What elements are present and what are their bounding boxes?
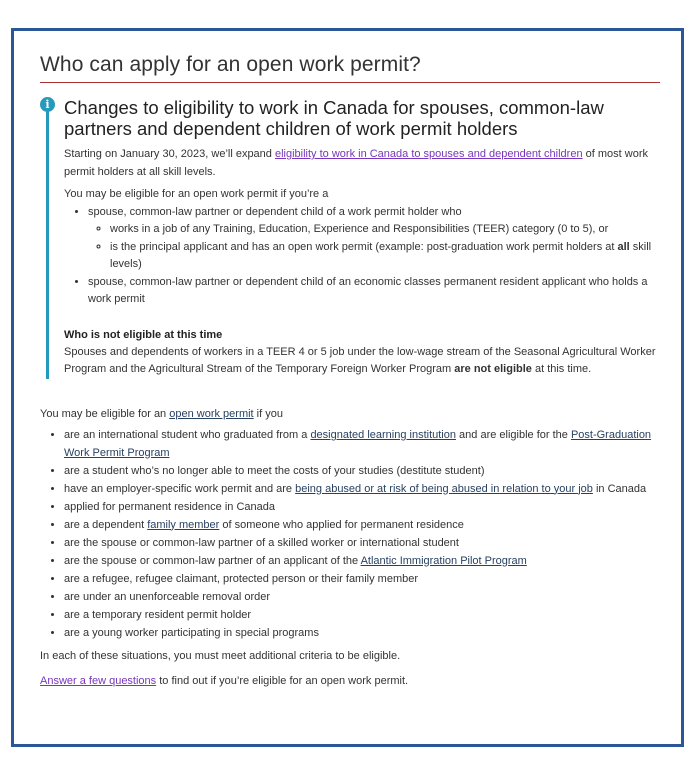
answer-questions-text: Answer a few questions to find out if you’re eligible for an open work permit. — [40, 674, 409, 687]
atlantic-pilot-link[interactable]: Atlantic Immigration Pilot Program — [360, 554, 527, 567]
list-item: • are a dependent family member of someone who applied for permanent residence — [64, 517, 660, 535]
list-item: • are a refugee, refugee claimant, protected person or their family member — [64, 571, 660, 589]
list-item: • applied for permanent residence in Canada — [64, 499, 660, 517]
info-alert — [40, 97, 660, 379]
main-content — [40, 53, 660, 690]
criteria-text: In each of these situations, you must meet additional criteria to be eligible. — [40, 650, 401, 662]
eligibility-spouses-link[interactable]: eligibility to work in Canada to spouses and dependent children — [274, 148, 583, 160]
eligibility-list — [40, 427, 660, 642]
alert-title: Changes to eligibility to work in Canada for spouses, common-law partners and dependent children of work permit holders — [64, 97, 604, 139]
alert-intro: Starting on January 30, 2023, we’ll expand eligibility to work in Canada to spouses and dependent children of most work permit holders at all skill levels. — [64, 148, 648, 178]
list-item: • are an international student who graduated from a designated learning institution and are eligible for the Post-Graduation Work Permit Program — [64, 427, 660, 462]
main-intro: You may be eligible for an open work permit if you — [40, 407, 283, 420]
alert-accent-bar — [46, 111, 49, 379]
not-eligible-text: Spouses and dependents of workers in a TEER 4 or 5 job under the low-wage stream of the Seasonal Agricultural Worker Program and the Agricultural Stream of the Temporary Foreign Worker Program are not eligible at this time. — [64, 345, 656, 375]
designated-learning-institution-link[interactable]: designated learning institution — [310, 429, 456, 441]
family-member-link[interactable]: family member — [147, 518, 220, 531]
abuse-risk-link[interactable]: being abused or at risk of being abused in relation to your job — [295, 482, 593, 495]
alert-list — [64, 204, 660, 309]
list-item: ◦ is the principal applicant and has an open work permit (example: post-graduation work permit holders at all skill levels) — [110, 239, 660, 274]
list-item: • spouse, common-law partner or dependent child of a work permit holder who ◦ works in a job of any Training, Education, Experience and Responsibilities (TEER) category (0 to 5), or ◦ is the principal applicant and has an open work permit (example: post-graduation work permit holders at all skill levels) — [88, 204, 660, 274]
list-item: ◦ works in a job of any Training, Education, Experience and Responsibilities (TEER) category (0 to 5), or — [110, 221, 660, 239]
pgwp-link[interactable]: Post-Graduation Work Permit Program — [64, 429, 652, 459]
alert-sublist — [88, 221, 660, 274]
list-item: • spouse, common-law partner or dependent child of an economic classes permanent resident applicant who holds a work permit — [88, 274, 660, 309]
list-item: • are the spouse or common-law partner of a skilled worker or international student — [64, 535, 660, 553]
list-item: • are a young worker participating in special programs — [64, 625, 660, 643]
section-heading: Who can apply for an open work permit? — [40, 53, 660, 83]
list-item: • are the spouse or common-law partner of an applicant of the Atlantic Immigration Pilot Program — [64, 553, 660, 571]
list-item: • are a temporary resident permit holder — [64, 607, 660, 625]
list-item: • have an employer-specific work permit and are being abused or at risk of being abused in relation to your job in Canada — [64, 481, 660, 499]
list-item: • are under an unenforceable removal order — [64, 589, 660, 607]
list-item: • are a student who’s no longer able to meet the costs of your studies (destitute student) — [64, 463, 660, 481]
answer-questions-link[interactable]: Answer a few questions — [40, 674, 157, 687]
page-frame — [11, 28, 684, 747]
info-icon: i — [40, 97, 55, 112]
open-work-permit-link[interactable]: open work permit — [169, 407, 254, 420]
alert-eligible-intro: You may be eligible for an open work permit if you’re a — [64, 188, 329, 200]
not-eligible-heading: Who is not eligible at this time — [64, 328, 223, 341]
